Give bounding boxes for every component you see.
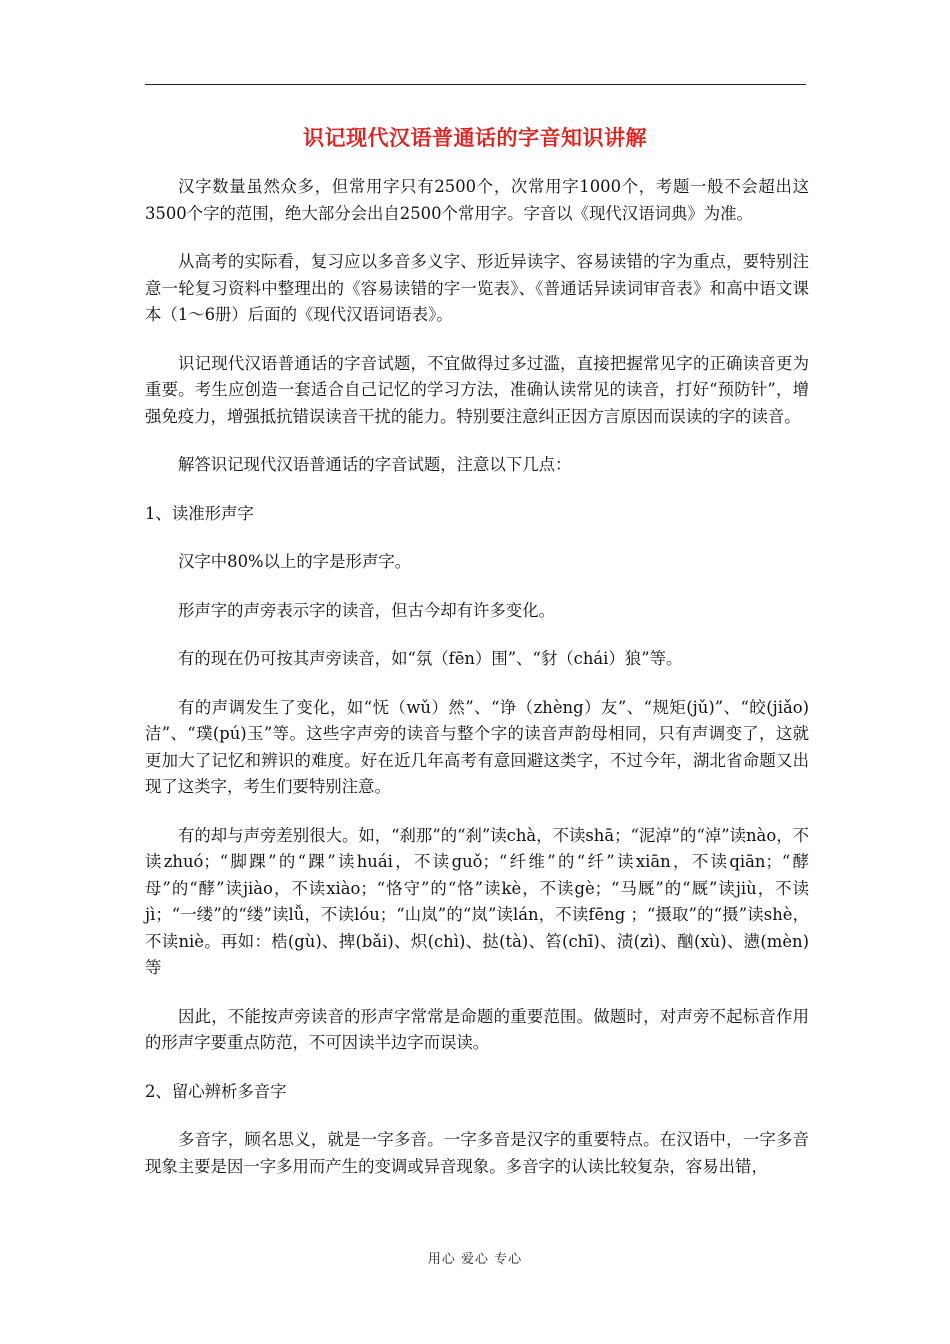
section-heading: 2、留心辨析多音字 [145, 1081, 287, 1101]
paragraph: 解答识记现代汉语普通话的字音试题，注意以下几点： [178, 455, 572, 474]
document-body [145, 174, 809, 1202]
paragraph: 多音字，顾名思义，就是一字多音。一字多音是汉字的重要特点。在汉语中，一字多音现象主要是因一字多用而产生的变调或异音现象。多音字的认读比较复杂，容易出错， [145, 1130, 809, 1176]
paragraph: 汉字数量虽然众多，但常用字只有2500个，次常用字1000个，考题一般不会超出这3500个字的范围，绝大部分会出自2500个常用字。字音以《现代汉语词典》为准。 [145, 177, 809, 223]
paragraph: 识记现代汉语普通话的字音试题，不宜做得过多过滥，直接把握常见字的正确读音更为重要。考生应创造一套适合自己记忆的学习方法，准确认读常见的读音，打好“预防针”，增强免疫力，增强抵抗错误读音干扰的能力。特别要注意纠正因方言原因而误读的字的读音。 [145, 353, 809, 426]
paragraph: 汉字中80%以上的字是形声字。 [178, 552, 412, 571]
paragraph: 有的声调发生了变化，如“怃（wǔ）然”、“诤（zhèng）友”、“规矩(jǔ)”、“皎(jiǎo)洁”、“璞(pú)玉”等。这些字声旁的读音与整个字的读音声韵母相同，只有声调变了，这就更加大了记忆和辨识的难度。好在近几年高考有意回避这类字，不过今年，湖北省命题又出现了这类字，考生们要特别注意。 [145, 697, 809, 796]
paragraph: 有的现在仍可按其声旁读音，如“氛（fēn）围”、“豺（chái）狼”等。 [178, 649, 683, 668]
paragraph: 因此，不能按声旁读音的形声字常常是命题的重要范围。做题时，对声旁不起标音作用的形声字要重点防范，不可因读半边字而误读。 [145, 1006, 809, 1052]
document-title: 识记现代汉语普通话的字音知识讲解 [303, 126, 647, 150]
paragraph: 从高考的实际看，复习应以多音多义字、形近异读字、容易读错的字为重点，要特别注意一轮复习资料中整理出的《容易读错的字一览表》、《普通话异读词审音表》和高中语文课本（1～6册）后面的《现代汉语词语表》。 [145, 252, 809, 324]
paragraph: 形声字的声旁表示字的读音，但古今却有许多变化。 [178, 600, 555, 620]
page-footer: 用心 爱心 专心 [427, 1252, 523, 1267]
header-rule [145, 84, 806, 85]
paragraph: 有的却与声旁差别很大。如，“刹那”的“刹”读chà，不读shā；“泥淖”的“淖”读nào，不读zhuó；“脚踝”的“踝”读huái，不读guǒ；“纤维”的“纤”读xiān，不读qiān；“酵母”的“酵”读jiào，不读xiào；“恪守”的“恪”读kè，不读gè；“马厩”的“厩”读jiù，不读jì；“一缕”的“缕”读lǚ，不读lóu；“山岚”的“岚”读lán，不读fēng ；“摄取”的“摄”读shè，不读niè。再如：梏(gù)、捭(bǎi)、炽(chì)、挞(tà)、笞(chī)、渍(zì)、酗(xù)、懑(mèn)等 [145, 825, 809, 977]
section-heading: 1、读准形声字 [145, 503, 254, 523]
